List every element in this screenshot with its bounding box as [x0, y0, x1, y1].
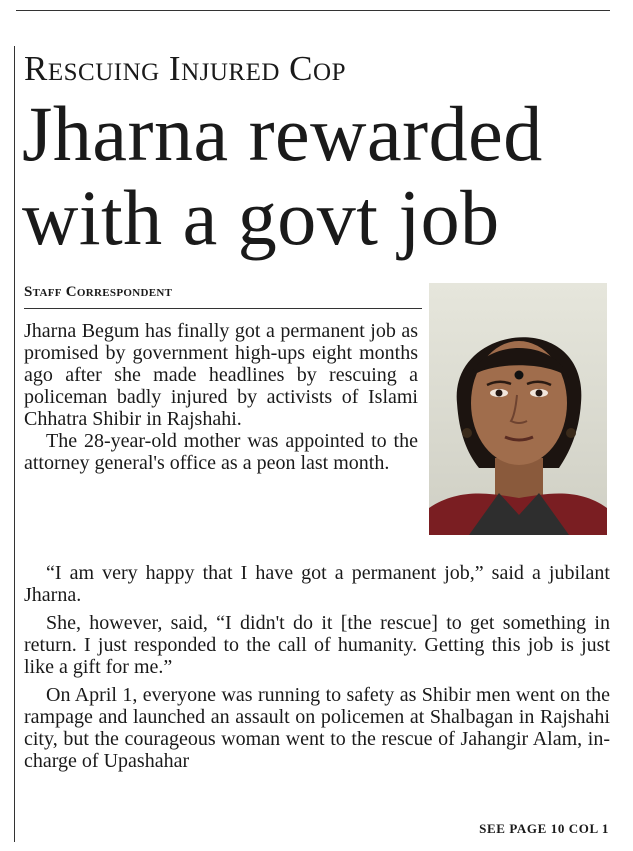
- article-column-wide: [24, 562, 610, 778]
- paragraph-5: On April 1, everyone was running to safety as Shibir men went on the rampage and launched an assault on policemen at Shalbagan in Rajshahi city, but the courageous woman went to the rescue of Jahangir Alam, in-charge of Upashahar: [24, 684, 610, 772]
- paragraph-1: Jharna Begum has finally got a permanent job as promised by government high-ups eight months ago after she made headlines by rescuing a policeman badly injured by activists of Islami Chhatra Shibir in Rajshahi.: [24, 320, 418, 430]
- headline: [22, 92, 622, 260]
- paragraph-3: “I am very happy that I have got a permanent job,” said a jubilant Jharna.: [24, 562, 610, 606]
- top-rule: [16, 10, 610, 11]
- headline-line-1: Jharna rewarded: [22, 90, 543, 177]
- paragraph-2: The 28-year-old mother was appointed to the attorney general's office as a peon last month.: [24, 430, 418, 474]
- kicker: Rescuing Injured Cop: [24, 49, 346, 88]
- continuation-note: SEE PAGE 10 COL 1: [479, 821, 609, 836]
- paragraph-4: She, however, said, “I didn't do it [the rescue] to get something in return. I just responded to the call of humanity. Getting this job is just like a gift for me.”: [24, 612, 610, 678]
- byline: Staff Correspondent: [24, 284, 422, 309]
- article-column-narrow: [24, 320, 418, 474]
- headline-line-2: with a govt job: [22, 174, 500, 261]
- portrait-photo: [429, 283, 607, 535]
- left-column-rule: [14, 46, 15, 842]
